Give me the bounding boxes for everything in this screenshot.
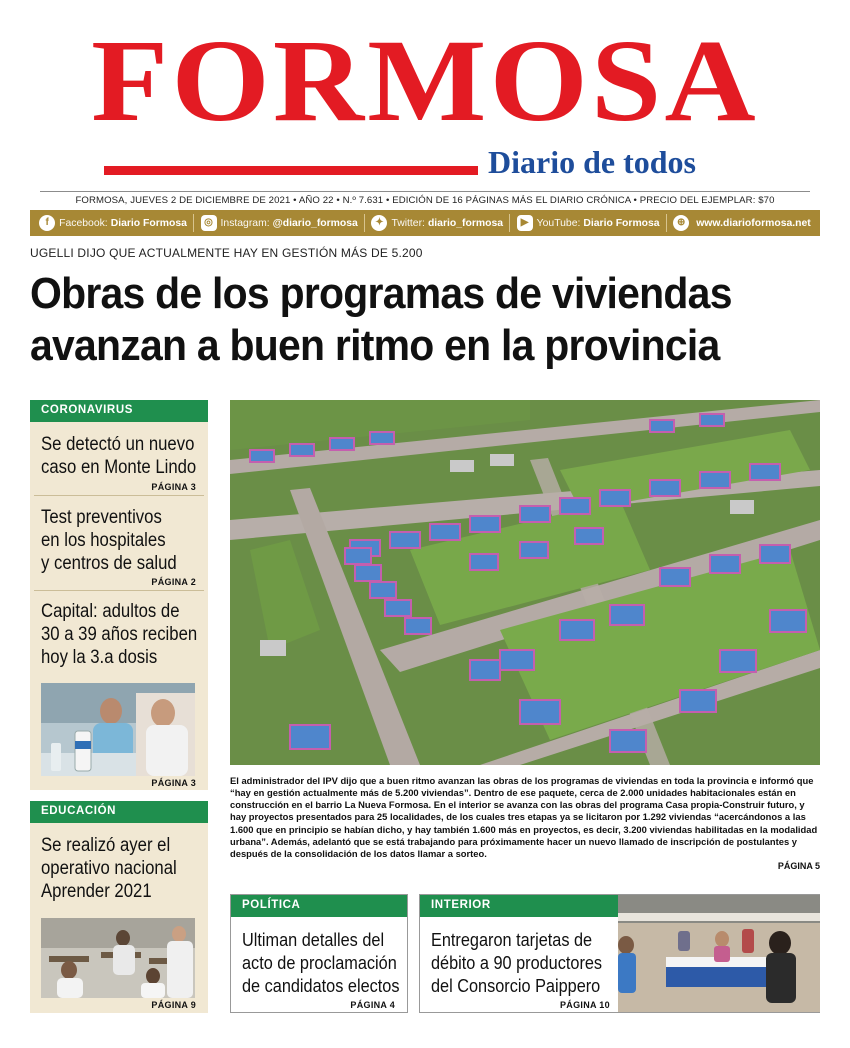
page-ref: PÁGINA 9 bbox=[151, 1000, 196, 1010]
sidebar-coronavirus bbox=[30, 400, 208, 790]
sidebar-story[interactable]: Se realizó ayer el operativo nacional Aprender 2021 bbox=[41, 835, 177, 903]
masthead-subtitle: Diario de todos bbox=[488, 144, 696, 180]
section-tab-coronavirus: CORONAVIRUS bbox=[30, 400, 208, 422]
classroom-photo bbox=[41, 918, 195, 998]
page-ref: PÁGINA 5 bbox=[777, 861, 820, 871]
sidebar-story[interactable]: Test preventivos en los hospitales y centros de salud bbox=[41, 507, 177, 575]
section-tab-politica: POLÍTICA bbox=[231, 895, 407, 917]
housing-aerial-photo bbox=[230, 400, 820, 765]
lead-kicker: UGELLI DIJO QUE ACTUALMENTE HAY EN GESTIÓN MÁS DE 5.200 bbox=[30, 246, 423, 260]
instagram-icon: ◎ bbox=[201, 215, 217, 231]
globe-icon: ⊕ bbox=[673, 215, 689, 231]
story-box-politica[interactable] bbox=[230, 894, 408, 1013]
page-ref: PÁGINA 3 bbox=[151, 482, 196, 492]
facebook-icon: f bbox=[39, 215, 55, 231]
divider bbox=[193, 214, 194, 232]
section-tab-educacion: EDUCACIÓN bbox=[30, 801, 208, 823]
social-bar bbox=[30, 210, 820, 236]
headline-line: avanzan a buen ritmo en la provincia bbox=[30, 321, 720, 371]
vaccine-photo bbox=[41, 683, 195, 776]
divider bbox=[509, 214, 510, 232]
story-title: Ultiman detalles del acto de proclamación de candidatos electos bbox=[242, 929, 400, 996]
twitter-icon: ✦ bbox=[371, 215, 387, 231]
sidebar-educacion bbox=[30, 801, 208, 1013]
masthead-red-bar bbox=[104, 166, 478, 175]
edition-meta-line: FORMOSA, JUEVES 2 DE DICIEMBRE DE 2021 • AÑO 22 • N.º 7.631 • EDICIÓN DE 16 PÁGINAS MÁS EL DIARIO CRÓNICA • PRECIO DEL EJEMPLAR: $70 bbox=[40, 191, 810, 206]
page-ref: PÁGINA 2 bbox=[151, 577, 196, 587]
page-ref: PÁGINA 3 bbox=[151, 778, 196, 788]
page-ref: PÁGINA 10 bbox=[560, 1000, 610, 1010]
divider bbox=[364, 214, 365, 232]
story-box-interior[interactable] bbox=[419, 894, 820, 1013]
social-instagram[interactable]: ◎ Instagram: @diario_formosa bbox=[201, 215, 358, 231]
lead-caption: El administrador del IPV dijo que a buen ritmo avanzan las obras de los programas de viviendas en toda la provincia e informó que “hay en gestión actualmente más de 5.200 viviendas”. Dentro de ese paquete, cerca de 2.000 unidades habitacionales están en construcción en el barrio La Nueva Formosa. En el interior se avanza con las obras del programa Casa propia-Construir futuro, y hay proyectos presentados para 25 localidades, de los cuales tres etapas ya se licitaron por 1.292 viviendas “acercándonos a las 1.600 que en principio se habían dicho, y hay también 1.600 más en proyectos, es decir, 3.200 viviendas habilitadas en la modalidad urbana”. Además, adelantó que se está trabajando para próximamente hacer un nuevo llamado de inscripción de postulantes y después de la consolidación de los datos llamar a sorteo. bbox=[230, 775, 818, 859]
divider bbox=[666, 214, 667, 232]
story-title: Entregaron tarjetas de débito a 90 productores del Consorcio Paippero bbox=[431, 929, 603, 996]
section-tab-interior: INTERIOR bbox=[420, 895, 618, 917]
social-website[interactable]: ⊕ www.diarioformosa.net bbox=[673, 215, 811, 231]
divider bbox=[34, 590, 204, 591]
sidebar-story[interactable]: Capital: adultos de 30 a 39 años reciben hoy la 3.a dosis bbox=[41, 601, 198, 669]
producers-photo bbox=[618, 895, 820, 1012]
social-facebook[interactable]: f Facebook: Diario Formosa bbox=[39, 215, 187, 231]
lead-headline[interactable] bbox=[30, 268, 774, 373]
headline-line: Obras de los programas de viviendas bbox=[30, 269, 732, 318]
youtube-icon: ▶ bbox=[517, 215, 533, 231]
sidebar-story[interactable]: Se detectó un nuevo caso en Monte Lindo bbox=[41, 434, 197, 479]
social-youtube[interactable]: ▶ YouTube: Diario Formosa bbox=[517, 215, 660, 231]
page-ref: PÁGINA 4 bbox=[350, 1000, 395, 1010]
divider bbox=[34, 495, 204, 496]
social-twitter[interactable]: ✦ Twitter: diario_formosa bbox=[371, 215, 503, 231]
masthead-logo: FORMOSA bbox=[91, 15, 759, 146]
